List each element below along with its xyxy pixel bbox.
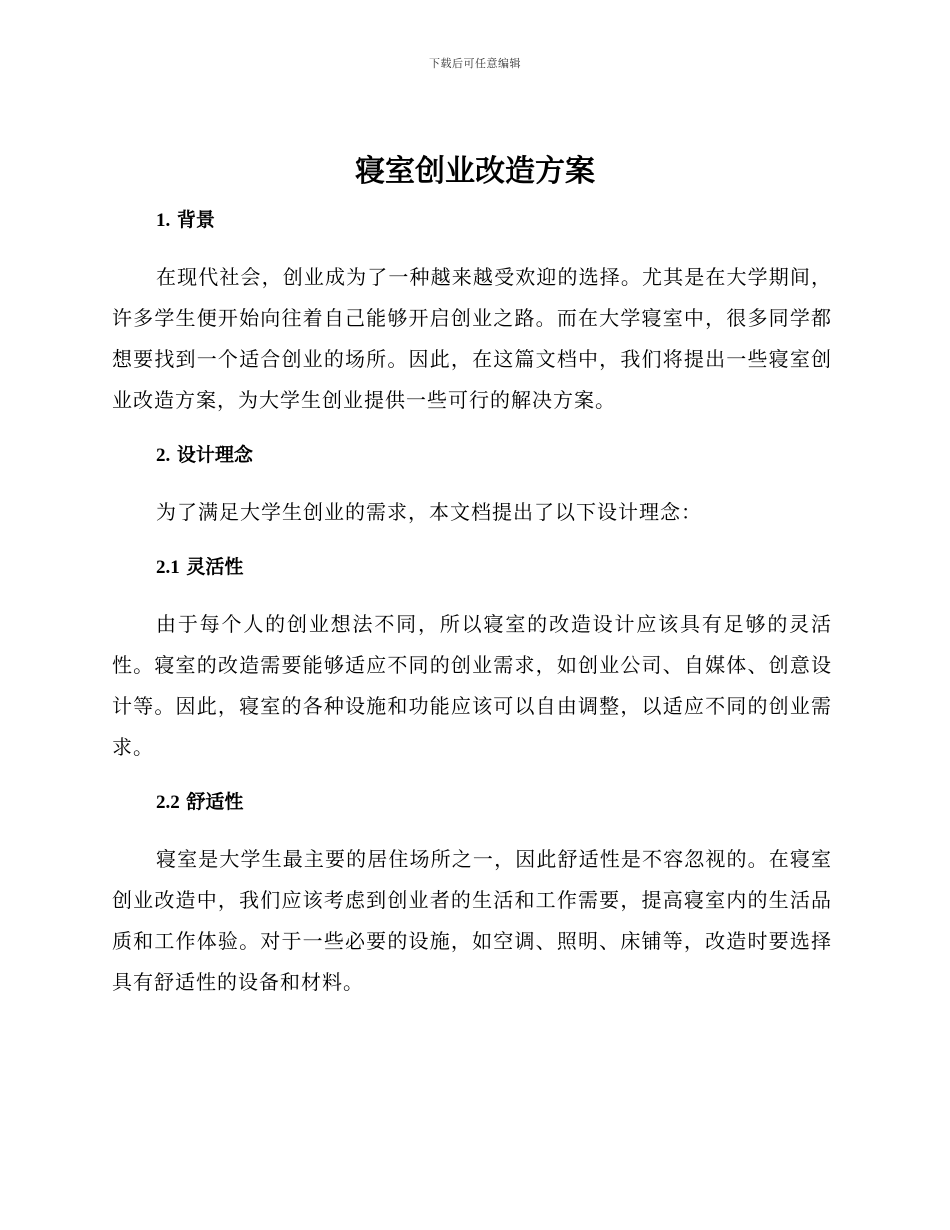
section-title: 灵活性 bbox=[186, 556, 244, 578]
section-number: 2.1 bbox=[156, 557, 180, 578]
section-number: 2. bbox=[156, 445, 171, 466]
section-title: 舒适性 bbox=[186, 791, 244, 813]
paragraph-comfort: 寝室是大学生最主要的居住场所之一，因此舒适性是不容忽视的。在寝室创业改造中，我们应该考虑到创业者的生活和工作需要，提高寝室内的生活品质和工作体验。对于一些必要的设施，如空调、照明、床铺等，改造时要选择具有舒适性的设备和材料。 bbox=[112, 847, 832, 994]
section-title: 背景 bbox=[176, 209, 215, 231]
document-body bbox=[112, 200, 832, 1003]
paragraph-flexibility: 由于每个人的创业想法不同，所以寝室的改造设计应该具有足够的灵活性。寝室的改造需要能够适应不同的创业需求，如创业公司、自媒体、创意设计等。因此，寝室的各种设施和功能应该可以自由调整，以适应不同的创业需求。 bbox=[112, 612, 832, 759]
section-number: 2.2 bbox=[156, 792, 180, 813]
paragraph-background: 在现代社会，创业成为了一种越来越受欢迎的选择。尤其是在大学期间，许多学生便开始向往着自己能够开启创业之路。而在大学寝室中，很多同学都想要找到一个适合创业的场所。因此，在这篇文档中，我们将提出一些寝室创业改造方案，为大学生创业提供一些可行的解决方案。 bbox=[112, 265, 832, 412]
section-number: 1. bbox=[156, 210, 171, 231]
section-heading-design-concept bbox=[112, 435, 832, 476]
section-title: 设计理念 bbox=[176, 444, 253, 466]
paragraph-design-concept: 为了满足大学生创业的需求，本文档提出了以下设计理念： bbox=[156, 500, 702, 524]
section-heading-background bbox=[112, 200, 832, 241]
document-title: 寝室创业改造方案 bbox=[355, 154, 595, 189]
header-note: 下载后可任意编辑 bbox=[429, 57, 521, 70]
section-heading-comfort bbox=[112, 782, 832, 823]
section-heading-flexibility bbox=[112, 547, 832, 588]
